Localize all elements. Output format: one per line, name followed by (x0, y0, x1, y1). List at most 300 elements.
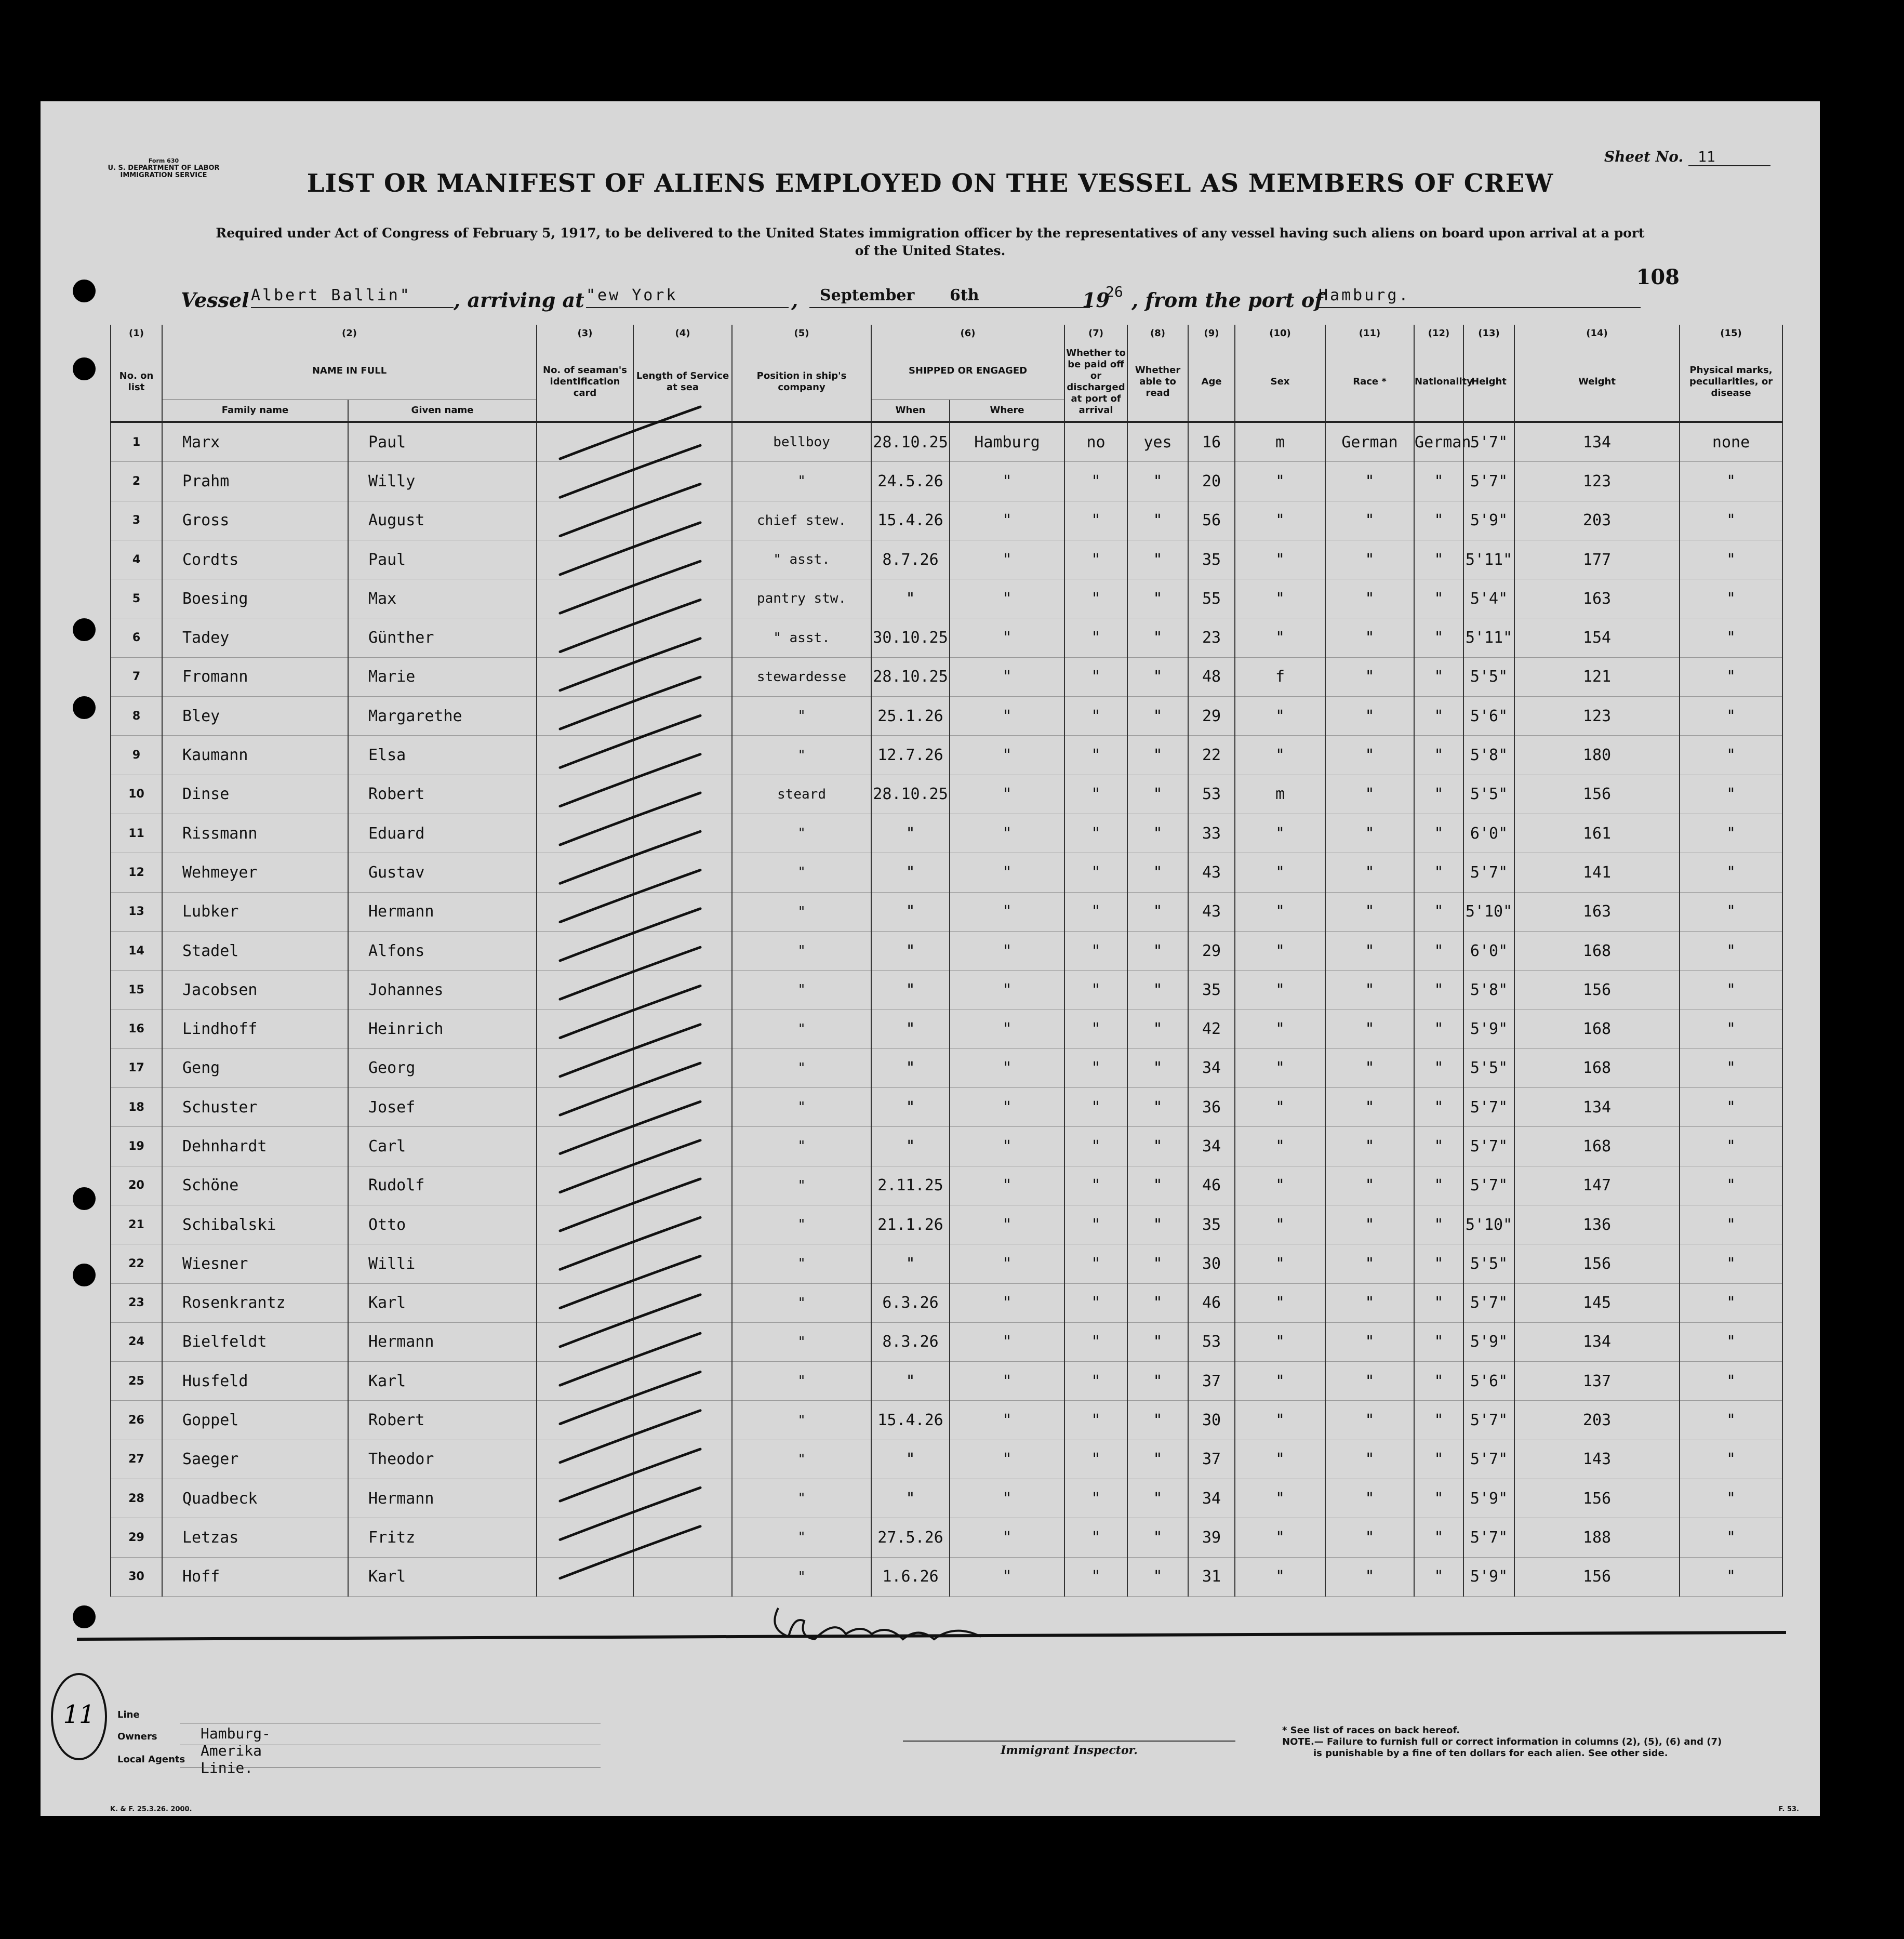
cell-marks: " (1680, 1205, 1782, 1244)
cell-age: 46 (1188, 1166, 1235, 1205)
cell-nat: " (1414, 931, 1463, 970)
cell-where: " (950, 1088, 1064, 1127)
header-able-to-read: Whether able to read (1127, 342, 1188, 422)
cell-weight: 180 (1514, 736, 1680, 775)
cell-marks: " (1680, 853, 1782, 892)
cell-family: Schibalski (162, 1205, 348, 1244)
binder-hole (73, 1605, 96, 1628)
cell-no: 23 (111, 1283, 162, 1322)
cell-nat: German (1414, 422, 1463, 462)
col-num-15: (15) (1680, 325, 1782, 342)
cell-age: 34 (1188, 1479, 1235, 1518)
check-stroke (560, 754, 700, 806)
cell-age: 35 (1188, 971, 1235, 1010)
cell-paid: " (1064, 853, 1127, 892)
cell-family: Schöne (162, 1166, 348, 1205)
cell-when: 28.10.25 (871, 657, 950, 696)
check-stroke (560, 1025, 700, 1077)
cell-age: 30 (1188, 1244, 1235, 1283)
check-stroke (560, 1101, 700, 1153)
arrival-month: September (809, 286, 1090, 308)
cell-position: " (732, 736, 871, 775)
cell-marks: " (1680, 657, 1782, 696)
cell-no: 12 (111, 853, 162, 892)
cell-marks: " (1680, 1362, 1782, 1401)
col-num-11: (11) (1325, 325, 1414, 342)
cell-paid: " (1064, 579, 1127, 618)
cell-given: Hermann (348, 1322, 537, 1361)
cell-race: " (1325, 697, 1414, 736)
check-stroke (560, 1217, 700, 1269)
cell-where: " (950, 1518, 1064, 1557)
cell-marks: " (1680, 1048, 1782, 1087)
cell-age: 30 (1188, 1401, 1235, 1440)
cell-position: " (732, 1401, 871, 1440)
cell-age: 53 (1188, 1322, 1235, 1361)
cell-no: 28 (111, 1479, 162, 1518)
cell-height: 5'7" (1463, 1283, 1514, 1322)
cell-when: 24.5.26 (871, 462, 950, 501)
cell-family: Bley (162, 697, 348, 736)
cell-position: " asst. (732, 540, 871, 579)
cell-height: 5'7" (1463, 1440, 1514, 1479)
cell-race: " (1325, 1127, 1414, 1166)
circled-mark: 11 (51, 1673, 107, 1760)
cell-position: stewardesse (732, 657, 871, 696)
cell-sex: " (1235, 814, 1325, 853)
cell-weight: 123 (1514, 462, 1680, 501)
cell-height: 6'0" (1463, 931, 1514, 970)
check-stroke (560, 1372, 700, 1424)
cell-weight: 163 (1514, 892, 1680, 931)
manifest-sheet (41, 101, 1820, 1816)
cell-read: " (1127, 501, 1188, 540)
cell-age: 37 (1188, 1440, 1235, 1479)
cell-age: 31 (1188, 1557, 1235, 1596)
cell-when: " (871, 1010, 950, 1048)
cell-position: " (732, 1244, 871, 1283)
cell-weight: 168 (1514, 1127, 1680, 1166)
cell-weight: 121 (1514, 657, 1680, 696)
cell-read: " (1127, 462, 1188, 501)
cell-nat: " (1414, 1127, 1463, 1166)
check-stroke (560, 715, 700, 767)
cell-paid: " (1064, 1401, 1127, 1440)
cell-nat: " (1414, 775, 1463, 814)
cell-family: Bielfeldt (162, 1322, 348, 1361)
cell-sex: " (1235, 1283, 1325, 1322)
cell-weight: 143 (1514, 1440, 1680, 1479)
cell-position: pantry stw. (732, 579, 871, 618)
cell-marks: " (1680, 462, 1782, 501)
cell-when: " (871, 1127, 950, 1166)
cell-sex: " (1235, 892, 1325, 931)
race-note: * See list of races on back hereof. (1282, 1725, 1460, 1736)
fine-note-1: NOTE.— Failure to furnish full or correct information in columns (2), (5), (6) and (7) (1282, 1736, 1722, 1747)
cell-given: Heinrich (348, 1010, 537, 1048)
cell-paid: " (1064, 1557, 1127, 1596)
cell-height: 5'4" (1463, 579, 1514, 618)
cell-height: 5'7" (1463, 1401, 1514, 1440)
cell-where: " (950, 1127, 1064, 1166)
cell-when: 25.1.26 (871, 697, 950, 736)
cell-given: Karl (348, 1283, 537, 1322)
cell-when: " (871, 1362, 950, 1401)
cell-weight: 156 (1514, 1557, 1680, 1596)
cell-height: 5'7" (1463, 853, 1514, 892)
cell-read: " (1127, 1127, 1188, 1166)
cell-given: Paul (348, 540, 537, 579)
cell-race: " (1325, 1362, 1414, 1401)
cell-nat: " (1414, 1401, 1463, 1440)
department-name: U. S. DEPARTMENT OF LABOR (108, 164, 220, 172)
cell-sex: " (1235, 1010, 1325, 1048)
cell-read: " (1127, 1362, 1188, 1401)
cell-family: Boesing (162, 579, 348, 618)
cell-given: Eduard (348, 814, 537, 853)
cell-given: Günther (348, 618, 537, 657)
cell-height: 5'8" (1463, 736, 1514, 775)
cell-when: " (871, 853, 950, 892)
header-when: When (871, 400, 950, 422)
header-no-on-list: No. on list (111, 342, 162, 422)
cell-position: " asst. (732, 618, 871, 657)
cell-paid: " (1064, 657, 1127, 696)
cell-where: " (950, 1557, 1064, 1596)
cell-position: " (732, 1088, 871, 1127)
cell-read: " (1127, 1048, 1188, 1087)
cell-family: Lindhoff (162, 1010, 348, 1048)
cell-given: Willy (348, 462, 537, 501)
binder-hole (73, 1264, 96, 1286)
cell-read: " (1127, 618, 1188, 657)
cell-given: Josef (348, 1088, 537, 1127)
cell-no: 4 (111, 540, 162, 579)
cell-when: 8.3.26 (871, 1322, 950, 1361)
cell-paid: " (1064, 462, 1127, 501)
cell-race: " (1325, 814, 1414, 853)
binder-hole (73, 696, 96, 719)
cell-sex: " (1235, 1166, 1325, 1205)
cell-nat: " (1414, 1244, 1463, 1283)
cell-where: " (950, 501, 1064, 540)
cell-read: " (1127, 1322, 1188, 1361)
owners-value: Hamburg-Amerika Linie. (201, 1725, 271, 1776)
footer-notes (1282, 1725, 1791, 1759)
cell-weight: 168 (1514, 1048, 1680, 1087)
cell-race: " (1325, 1088, 1414, 1127)
cell-position: " (732, 1166, 871, 1205)
cell-height: 5'9" (1463, 1322, 1514, 1361)
cell-where: " (950, 853, 1064, 892)
col-num-7: (7) (1064, 325, 1127, 342)
cell-where: " (950, 1401, 1064, 1440)
cell-position: " (732, 853, 871, 892)
cell-nat: " (1414, 579, 1463, 618)
arriving-label: , arriving at (454, 288, 584, 312)
cell-family: Dinse (162, 775, 348, 814)
cell-paid: " (1064, 1205, 1127, 1244)
cell-race: " (1325, 1401, 1414, 1440)
cell-family: Dehnhardt (162, 1127, 348, 1166)
cell-race: " (1325, 853, 1414, 892)
binder-hole (73, 618, 96, 641)
cell-read: " (1127, 540, 1188, 579)
cell-no: 13 (111, 892, 162, 931)
cell-position: " (732, 1048, 871, 1087)
line-label: Line (117, 1709, 140, 1720)
cell-nat: " (1414, 462, 1463, 501)
cell-where: " (950, 931, 1064, 970)
cell-given: Robert (348, 1401, 537, 1440)
cell-position: " (732, 462, 871, 501)
col-num-9: (9) (1188, 325, 1235, 342)
cell-read: " (1127, 1205, 1188, 1244)
cell-where: " (950, 657, 1064, 696)
cell-weight: 136 (1514, 1205, 1680, 1244)
cell-paid: " (1064, 1518, 1127, 1557)
check-stroke (560, 445, 700, 497)
cell-race: " (1325, 1518, 1414, 1557)
cell-no: 26 (111, 1401, 162, 1440)
cell-read: " (1127, 1401, 1188, 1440)
cell-marks: " (1680, 1283, 1782, 1322)
cell-no: 2 (111, 462, 162, 501)
cell-race: German (1325, 422, 1414, 462)
cell-sex: " (1235, 1322, 1325, 1361)
cell-weight: 134 (1514, 1088, 1680, 1127)
cell-no: 18 (111, 1088, 162, 1127)
cell-no: 24 (111, 1322, 162, 1361)
cell-race: " (1325, 657, 1414, 696)
cell-no: 8 (111, 697, 162, 736)
cell-when: 15.4.26 (871, 501, 950, 540)
cell-read: " (1127, 736, 1188, 775)
cell-family: Stadel (162, 931, 348, 970)
cell-race: " (1325, 971, 1414, 1010)
check-stroke (560, 484, 700, 536)
cell-read: " (1127, 814, 1188, 853)
cell-where: " (950, 1244, 1064, 1283)
cell-height: 5'8" (1463, 971, 1514, 1010)
cell-sex: " (1235, 931, 1325, 970)
vessel-line: Vessel Albert Ballin" , arriving at "ew York , September 6th 19 26 , from the port of Hamburg. (181, 288, 1669, 313)
cell-paid: " (1064, 1362, 1127, 1401)
cell-where: " (950, 971, 1064, 1010)
cell-where: " (950, 618, 1064, 657)
cell-height: 5'7" (1463, 1088, 1514, 1127)
cell-position: " (732, 814, 871, 853)
cell-family: Kaumann (162, 736, 348, 775)
cell-nat: " (1414, 501, 1463, 540)
cell-paid: " (1064, 1440, 1127, 1479)
cell-weight: 134 (1514, 1322, 1680, 1361)
cell-sex: " (1235, 1048, 1325, 1087)
cell-sex: f (1235, 657, 1325, 696)
binder-hole (73, 1187, 96, 1210)
cell-when: " (871, 1088, 950, 1127)
cell-when: " (871, 1440, 950, 1479)
cell-age: 34 (1188, 1127, 1235, 1166)
cell-marks: " (1680, 579, 1782, 618)
header-physical-marks: Physical marks, peculiarities, or disease (1680, 342, 1782, 422)
arriving-port: "ew York (586, 286, 789, 308)
cell-marks: " (1680, 1479, 1782, 1518)
cell-sex: " (1235, 1479, 1325, 1518)
cell-age: 35 (1188, 1205, 1235, 1244)
cell-where: " (950, 892, 1064, 931)
check-stroke (560, 1256, 700, 1308)
cell-family: Quadbeck (162, 1479, 348, 1518)
cell-given: Fritz (348, 1518, 537, 1557)
cell-sex: " (1235, 697, 1325, 736)
cell-position: " (732, 697, 871, 736)
cell-no: 9 (111, 736, 162, 775)
cell-where: " (950, 1362, 1064, 1401)
cell-weight: 123 (1514, 697, 1680, 736)
cell-race: " (1325, 1048, 1414, 1087)
cell-when: 27.5.26 (871, 1518, 950, 1557)
cell-no: 22 (111, 1244, 162, 1283)
cell-sex: " (1235, 1244, 1325, 1283)
cell-no: 14 (111, 931, 162, 970)
cell-marks: " (1680, 736, 1782, 775)
check-stroke (560, 1295, 700, 1347)
document-title: LIST OR MANIFEST OF ALIENS EMPLOYED ON THE VESSEL AS MEMBERS OF CREW (307, 169, 1554, 198)
header-sex: Sex (1235, 342, 1325, 422)
cell-height: 5'5" (1463, 1244, 1514, 1283)
cell-height: 5'6" (1463, 697, 1514, 736)
cell-nat: " (1414, 1283, 1463, 1322)
cell-where: " (950, 540, 1064, 579)
cell-paid: " (1064, 892, 1127, 931)
cell-age: 46 (1188, 1283, 1235, 1322)
cell-no: 10 (111, 775, 162, 814)
cell-paid: " (1064, 775, 1127, 814)
cell-height: 5'11" (1463, 540, 1514, 579)
check-stroke (560, 1449, 700, 1501)
cell-read: yes (1127, 422, 1188, 462)
header-id-card: No. of seaman's identification card (537, 342, 633, 422)
cell-given: Elsa (348, 736, 537, 775)
cell-read: " (1127, 657, 1188, 696)
cell-position: bellboy (732, 422, 871, 462)
cell-paid: " (1064, 971, 1127, 1010)
check-stroke (560, 1411, 700, 1463)
cell-race: " (1325, 1166, 1414, 1205)
cell-when: " (871, 931, 950, 970)
year-prefix: 19 (1082, 288, 1110, 312)
cell-family: Marx (162, 422, 348, 462)
cell-height: 5'9" (1463, 1010, 1514, 1048)
cell-when: " (871, 814, 950, 853)
cell-marks: " (1680, 1518, 1782, 1557)
cell-race: " (1325, 1244, 1414, 1283)
cell-when: 21.1.26 (871, 1205, 950, 1244)
cell-nat: " (1414, 1166, 1463, 1205)
cell-height: 5'5" (1463, 1048, 1514, 1087)
cell-paid: " (1064, 618, 1127, 657)
cell-given: Johannes (348, 971, 537, 1010)
col-num-8: (8) (1127, 325, 1188, 342)
cell-age: 23 (1188, 618, 1235, 657)
cell-no: 17 (111, 1048, 162, 1087)
cell-marks: " (1680, 1010, 1782, 1048)
cell-given: Marie (348, 657, 537, 696)
cell-sex: " (1235, 579, 1325, 618)
check-stroke (560, 1526, 700, 1578)
cell-no: 6 (111, 618, 162, 657)
cell-no: 5 (111, 579, 162, 618)
cell-when: 12.7.26 (871, 736, 950, 775)
cell-read: " (1127, 1244, 1188, 1283)
cell-where: " (950, 697, 1064, 736)
cell-marks: " (1680, 540, 1782, 579)
cell-weight: 177 (1514, 540, 1680, 579)
printer-code: K. & F. 25.3.26. 2000. (110, 1805, 192, 1813)
cell-position: " (732, 971, 871, 1010)
cell-sex: " (1235, 1205, 1325, 1244)
cell-paid: " (1064, 1244, 1127, 1283)
check-stroke (560, 639, 700, 690)
col-num-1: (1) (111, 325, 162, 342)
cell-nat: " (1414, 971, 1463, 1010)
cell-race: " (1325, 618, 1414, 657)
cell-nat: " (1414, 853, 1463, 892)
cell-no: 3 (111, 501, 162, 540)
cell-paid: " (1064, 931, 1127, 970)
cell-given: Theodor (348, 1440, 537, 1479)
cell-paid: " (1064, 1166, 1127, 1205)
cell-no: 7 (111, 657, 162, 696)
cell-height: 5'11" (1463, 618, 1514, 657)
header-paid-off: Whether to be paid off or discharged at port of arrival (1064, 342, 1127, 422)
header-given-name: Given name (348, 400, 537, 422)
cell-family: Letzas (162, 1518, 348, 1557)
vessel-label: Vessel (181, 288, 249, 312)
header-position: Position in ship's company (732, 342, 871, 422)
cell-race: " (1325, 540, 1414, 579)
cell-where: " (950, 1283, 1064, 1322)
cell-paid: " (1064, 501, 1127, 540)
cell-height: 5'5" (1463, 775, 1514, 814)
cell-nat: " (1414, 1010, 1463, 1048)
cell-position: " (732, 931, 871, 970)
cell-sex: " (1235, 462, 1325, 501)
cell-nat: " (1414, 892, 1463, 931)
cell-age: 33 (1188, 814, 1235, 853)
cell-when: " (871, 892, 950, 931)
local-agents-label: Local Agents (117, 1754, 185, 1765)
header-length-of-service: Length of Service at sea (633, 342, 732, 422)
check-stroke (560, 677, 700, 729)
cell-weight: 168 (1514, 931, 1680, 970)
cell-weight: 154 (1514, 618, 1680, 657)
owners-label: Owners (117, 1731, 157, 1742)
check-stroke (560, 523, 700, 575)
cell-paid: " (1064, 814, 1127, 853)
cell-sex: " (1235, 1401, 1325, 1440)
cell-race: " (1325, 1205, 1414, 1244)
col-num-2: (2) (162, 325, 537, 342)
cell-sex: " (1235, 501, 1325, 540)
cell-family: Goppel (162, 1401, 348, 1440)
cell-weight: 161 (1514, 814, 1680, 853)
cell-paid: " (1064, 1322, 1127, 1361)
cell-read: " (1127, 697, 1188, 736)
cell-given: Willi (348, 1244, 537, 1283)
cell-nat: " (1414, 1440, 1463, 1479)
